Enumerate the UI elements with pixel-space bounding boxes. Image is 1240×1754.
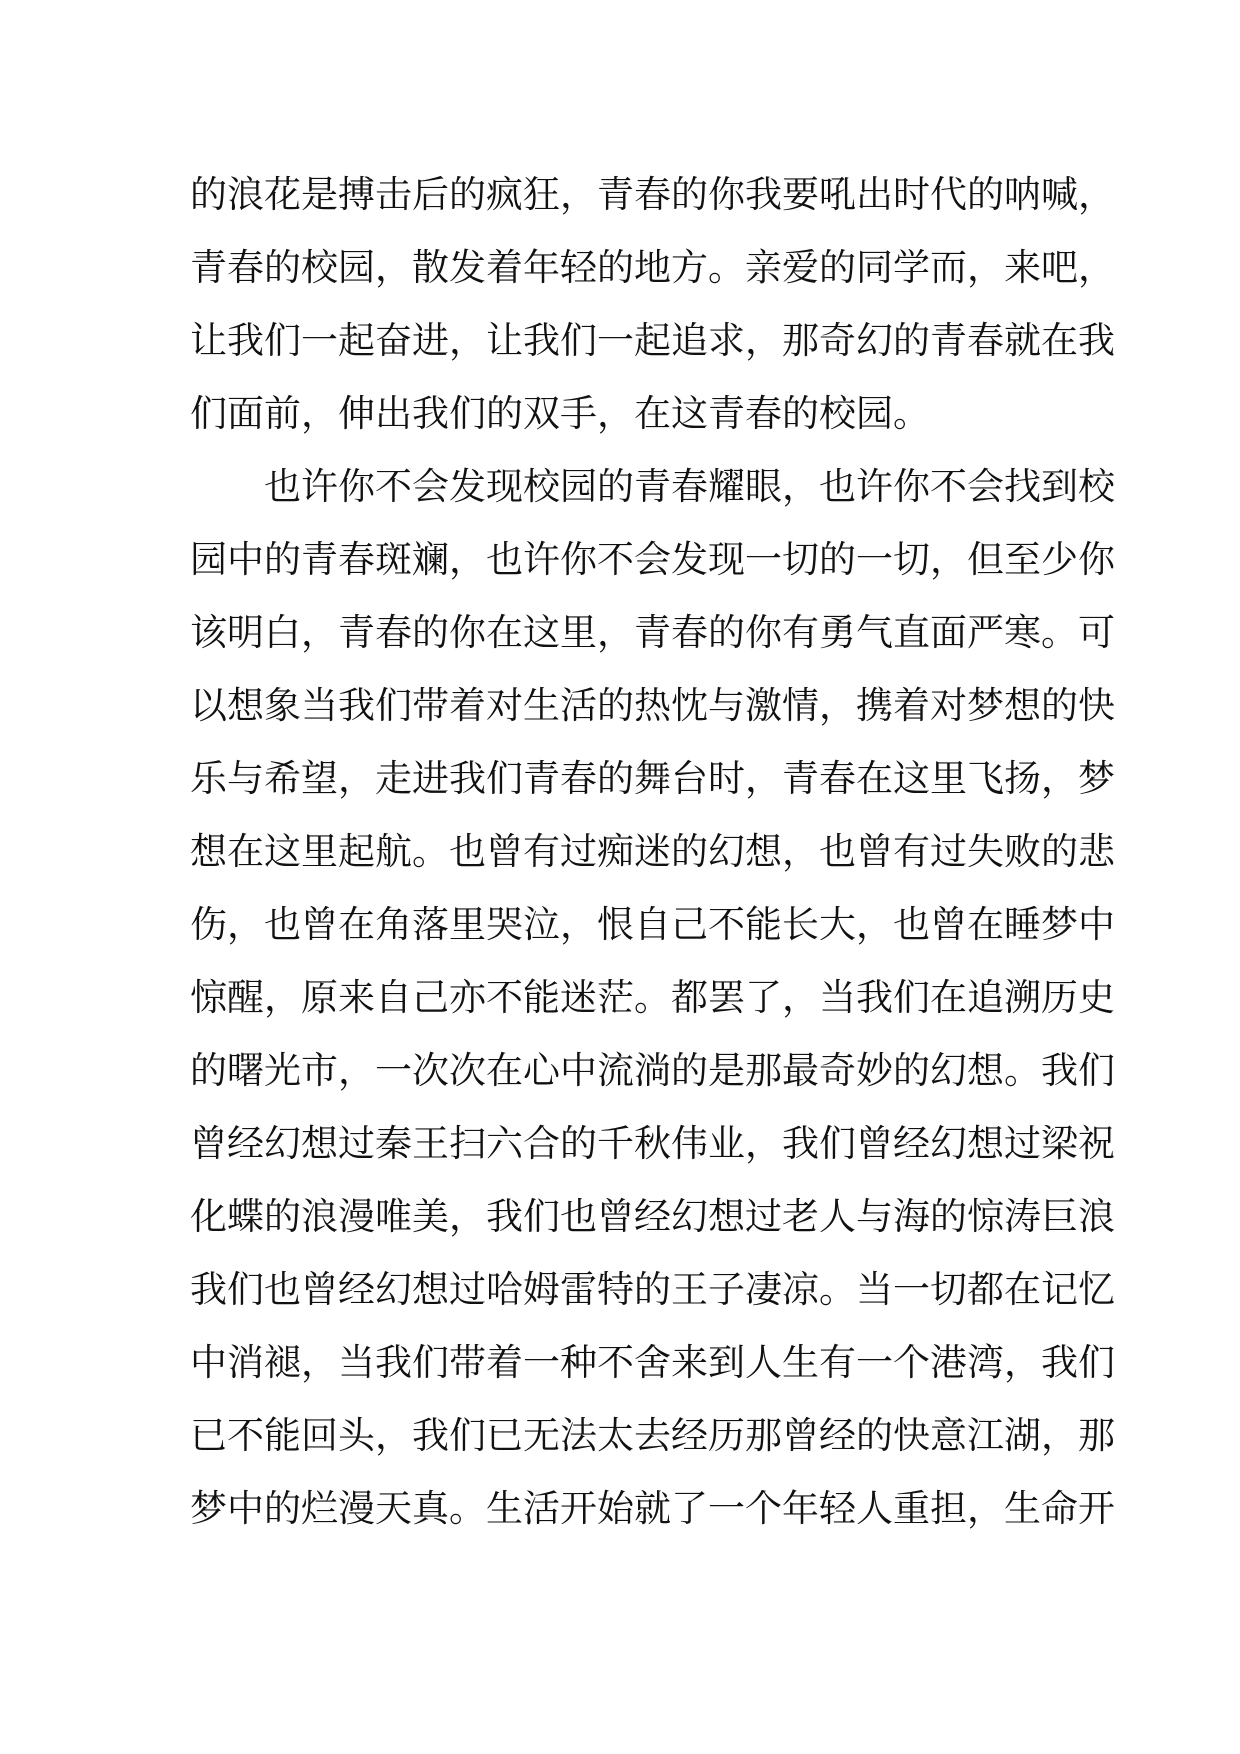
paragraph-2-line-13: 中消褪，当我们带着一种不舍来到人生有一个港湾，我们 bbox=[190, 1341, 1115, 1384]
paragraph-2-line-8: 惊醒，原来自己亦不能迷茫。都罢了，当我们在追溯历史 bbox=[190, 976, 1115, 1019]
paragraph-1-line-4: 们面前，伸出我们的双手，在这青春的校园。 bbox=[190, 392, 930, 435]
paragraph-2-line-11: 化蝶的浪漫唯美，我们也曾经幻想过老人与海的惊涛巨浪 bbox=[190, 1195, 1115, 1238]
paragraph-2-line-9: 的曙光市，一次次在心中流淌的是那最奇妙的幻想。我们 bbox=[190, 1049, 1115, 1092]
paragraph-2-line-12: 我们也曾经幻想过哈姆雷特的王子凄凉。当一切都在记忆 bbox=[190, 1268, 1115, 1311]
paragraph-2-line-3: 该明白，青春的你在这里，青春的你有勇气直面严寒。可 bbox=[190, 611, 1115, 654]
paragraph-2-line-4: 以想象当我们带着对生活的热忱与激情，携着对梦想的快 bbox=[190, 684, 1115, 727]
paragraph-1-line-1: 的浪花是搏击后的疯狂，青春的你我要吼出时代的呐喊， bbox=[190, 173, 1115, 216]
paragraph-2-line-10: 曾经幻想过秦王扫六合的千秋伟业，我们曾经幻想过梁祝 bbox=[190, 1122, 1115, 1165]
body-text bbox=[190, 158, 1115, 1545]
paragraph-2-line-5: 乐与希望，走进我们青春的舞台时，青春在这里飞扬，梦 bbox=[190, 757, 1115, 800]
paragraph-2-line-15: 梦中的烂漫天真。生活开始就了一个年轻人重担，生命开 bbox=[190, 1487, 1115, 1530]
paragraph-1-line-2: 青春的校园，散发着年轻的地方。亲爱的同学而，来吧， bbox=[190, 246, 1115, 289]
paragraph-2-line-2: 园中的青春斑斓，也许你不会发现一切的一切，但至少你 bbox=[190, 538, 1115, 581]
paragraph-2-line-7: 伤，也曾在角落里哭泣，恨自己不能长大，也曾在睡梦中 bbox=[190, 903, 1115, 946]
paragraph-2-line-1: 也许你不会发现校园的青春耀眼，也许你不会找到校 bbox=[264, 465, 1115, 508]
paragraph-2-line-6: 想在这里起航。也曾有过痴迷的幻想，也曾有过失败的悲 bbox=[190, 830, 1115, 873]
paragraph-2-line-14: 已不能回头，我们已无法太去经历那曾经的快意江湖，那 bbox=[190, 1414, 1115, 1457]
paragraph-1-line-3: 让我们一起奋进，让我们一起追求，那奇幻的青春就在我 bbox=[190, 319, 1115, 362]
